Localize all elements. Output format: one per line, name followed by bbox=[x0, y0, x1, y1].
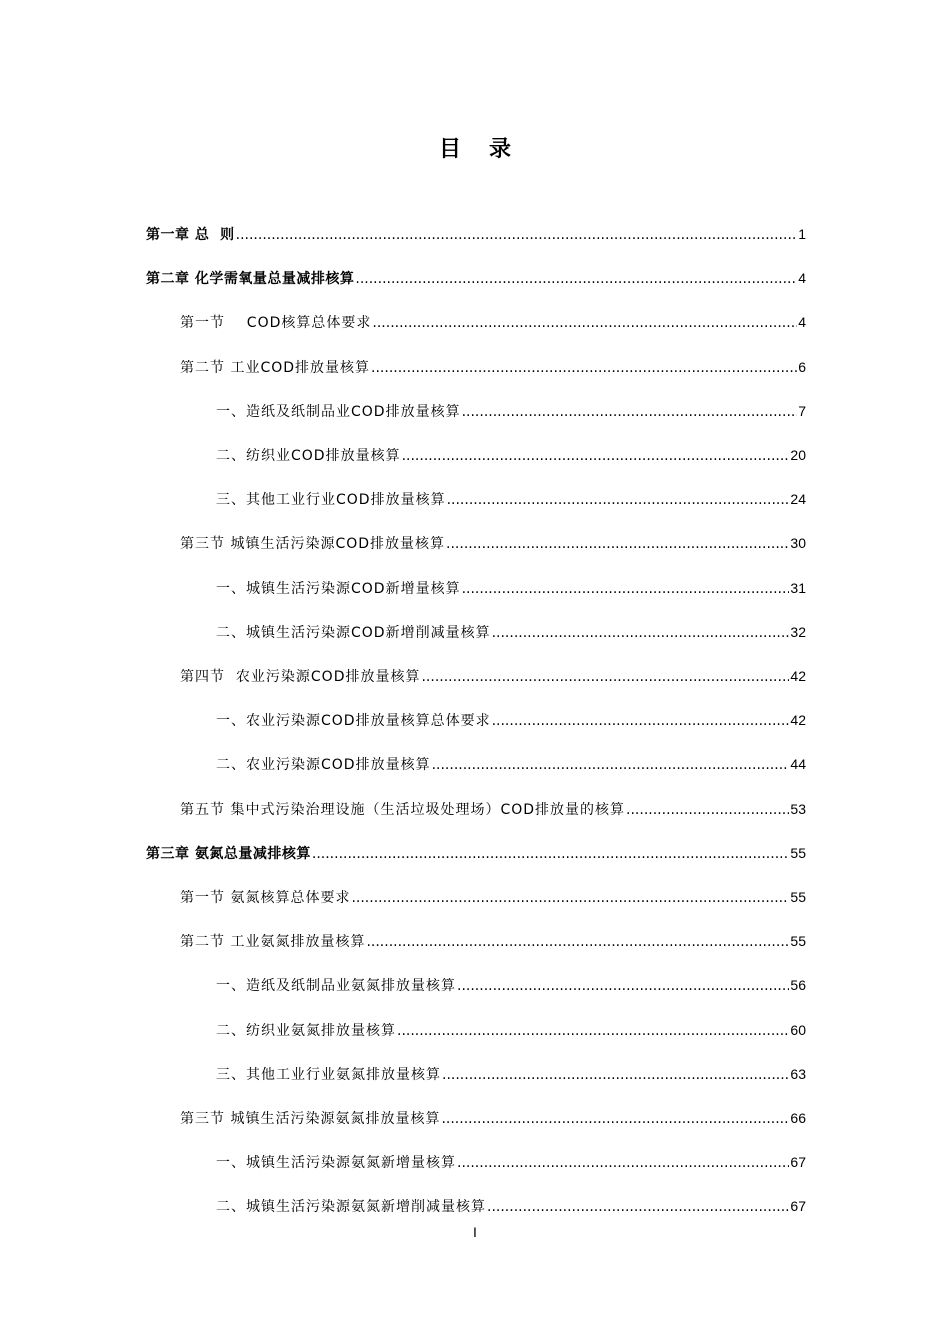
toc-entry[interactable] bbox=[180, 887, 806, 908]
toc-entry-page: 24 bbox=[790, 491, 806, 507]
toc-dot-leader bbox=[355, 269, 797, 289]
toc-entry[interactable] bbox=[216, 1020, 806, 1041]
toc-entry-page: 4 bbox=[798, 314, 806, 330]
toc-entry[interactable] bbox=[216, 578, 806, 599]
toc-entry[interactable] bbox=[146, 224, 806, 245]
toc-entry-label: 第四节 农业污染源COD排放量核算 bbox=[180, 669, 421, 685]
toc-entry[interactable] bbox=[180, 533, 806, 554]
toc-title-char-2: 录 bbox=[489, 137, 512, 162]
toc-entry[interactable] bbox=[180, 666, 806, 687]
toc-dot-leader bbox=[372, 313, 797, 333]
toc-entry[interactable] bbox=[216, 1064, 806, 1085]
toc-dot-leader bbox=[312, 844, 790, 864]
toc-entry-label: 三、其他工业行业COD排放量核算 bbox=[216, 492, 446, 508]
toc-entry[interactable] bbox=[180, 1108, 806, 1129]
toc-entry-label: 第五节 集中式污染治理设施（生活垃圾处理场）COD排放量的核算 bbox=[180, 802, 626, 818]
toc-entry-page: 20 bbox=[790, 447, 806, 463]
toc-entry-page: 67 bbox=[790, 1198, 806, 1214]
toc-dot-leader bbox=[442, 1065, 789, 1085]
toc-entry-page: 6 bbox=[798, 359, 806, 375]
toc-dot-leader bbox=[626, 800, 789, 820]
toc-dot-leader bbox=[366, 932, 789, 952]
toc-entry-page: 55 bbox=[790, 845, 806, 861]
toc-entry-label: 三、其他工业行业氨氮排放量核算 bbox=[216, 1067, 441, 1083]
toc-dot-leader bbox=[402, 446, 790, 466]
toc-entry-label: 一、城镇生活污染源COD新增量核算 bbox=[216, 581, 461, 597]
toc-dot-leader bbox=[446, 534, 789, 554]
toc-entry-label: 第三节 城镇生活污染源COD排放量核算 bbox=[180, 536, 446, 552]
page-number: I bbox=[473, 1224, 477, 1240]
toc-dot-leader bbox=[462, 402, 798, 422]
toc-entry-label: 二、城镇生活污染源COD新增削减量核算 bbox=[216, 625, 491, 641]
toc-entry-label: 第三节 城镇生活污染源氨氮排放量核算 bbox=[180, 1111, 441, 1127]
toc-entry-label: 第一章 总 则 bbox=[146, 227, 235, 243]
toc-entry[interactable] bbox=[216, 975, 806, 996]
toc-entry-page: 53 bbox=[790, 801, 806, 817]
toc-entry-page: 60 bbox=[790, 1022, 806, 1038]
toc-entry-page: 56 bbox=[790, 977, 806, 993]
toc-entry-label: 二、纺织业COD排放量核算 bbox=[216, 448, 401, 464]
toc-dot-leader bbox=[351, 888, 789, 908]
toc-dot-leader bbox=[371, 358, 797, 378]
toc-dot-leader bbox=[441, 1109, 789, 1129]
toc-entry-page: 55 bbox=[790, 889, 806, 905]
toc-entry-label: 一、城镇生活污染源氨氮新增量核算 bbox=[216, 1155, 456, 1171]
toc-entry-label: 第二节 工业氨氮排放量核算 bbox=[180, 934, 366, 950]
toc-entry-page: 1 bbox=[798, 226, 806, 242]
toc-title bbox=[0, 132, 950, 163]
toc-entry-label: 二、纺织业氨氮排放量核算 bbox=[216, 1023, 396, 1039]
toc-entry[interactable] bbox=[180, 931, 806, 952]
toc-entry[interactable] bbox=[180, 357, 806, 378]
toc-entry[interactable] bbox=[216, 622, 806, 643]
toc-entry[interactable] bbox=[216, 489, 806, 510]
toc-entry[interactable] bbox=[216, 1152, 806, 1173]
toc-entry[interactable] bbox=[216, 445, 806, 466]
toc-entry-page: 42 bbox=[790, 712, 806, 728]
toc-entry[interactable] bbox=[146, 843, 806, 864]
toc-entry[interactable] bbox=[180, 799, 806, 820]
toc-entry-label: 第一节 COD核算总体要求 bbox=[180, 315, 372, 331]
toc-entry-page: 31 bbox=[790, 580, 806, 596]
toc-entry-label: 一、农业污染源COD排放量核算总体要求 bbox=[216, 713, 491, 729]
toc-entry-label: 二、城镇生活污染源氨氮新增削减量核算 bbox=[216, 1199, 486, 1215]
toc-dot-leader bbox=[462, 579, 790, 599]
toc-entry[interactable] bbox=[216, 710, 806, 731]
toc-entry-page: 42 bbox=[790, 668, 806, 684]
toc-entry-label: 第一节 氨氮核算总体要求 bbox=[180, 890, 351, 906]
toc-entry[interactable] bbox=[180, 312, 806, 333]
toc-entry-page: 4 bbox=[798, 270, 806, 286]
toc-entry-page: 44 bbox=[790, 756, 806, 772]
toc-entry[interactable] bbox=[216, 401, 806, 422]
toc-dot-leader bbox=[492, 623, 790, 643]
toc-dot-leader bbox=[236, 225, 798, 245]
toc-dot-leader bbox=[447, 490, 790, 510]
toc-entry[interactable] bbox=[216, 754, 806, 775]
toc-entry-page: 7 bbox=[798, 403, 806, 419]
toc-entry-page: 67 bbox=[790, 1154, 806, 1170]
toc-dot-leader bbox=[421, 667, 789, 687]
toc-entry-label: 第二章 化学需氧量总量减排核算 bbox=[146, 271, 355, 287]
toc-entry-page: 30 bbox=[790, 535, 806, 551]
toc-entry-page: 63 bbox=[790, 1066, 806, 1082]
toc-entry-label: 二、农业污染源COD排放量核算 bbox=[216, 757, 431, 773]
toc-entry-label: 一、造纸及纸制品业COD排放量核算 bbox=[216, 404, 461, 420]
toc-entry-page: 55 bbox=[790, 933, 806, 949]
toc-dot-leader bbox=[457, 976, 789, 996]
toc-dot-leader bbox=[487, 1197, 789, 1217]
toc-entry[interactable] bbox=[216, 1196, 806, 1217]
toc-entry-label: 第三章 氨氮总量减排核算 bbox=[146, 846, 311, 862]
toc-dot-leader bbox=[457, 1153, 789, 1173]
toc-entry-label: 一、造纸及纸制品业氨氮排放量核算 bbox=[216, 978, 456, 994]
toc-title-char-1: 目 bbox=[438, 137, 461, 162]
toc-entry-label: 第二节 工业COD排放量核算 bbox=[180, 360, 371, 376]
toc-entry-page: 66 bbox=[790, 1110, 806, 1126]
toc-dot-leader bbox=[432, 755, 790, 775]
toc-dot-leader bbox=[397, 1021, 789, 1041]
toc-entry[interactable] bbox=[146, 268, 806, 289]
toc-entry-page: 32 bbox=[790, 624, 806, 640]
toc-dot-leader bbox=[492, 711, 790, 731]
